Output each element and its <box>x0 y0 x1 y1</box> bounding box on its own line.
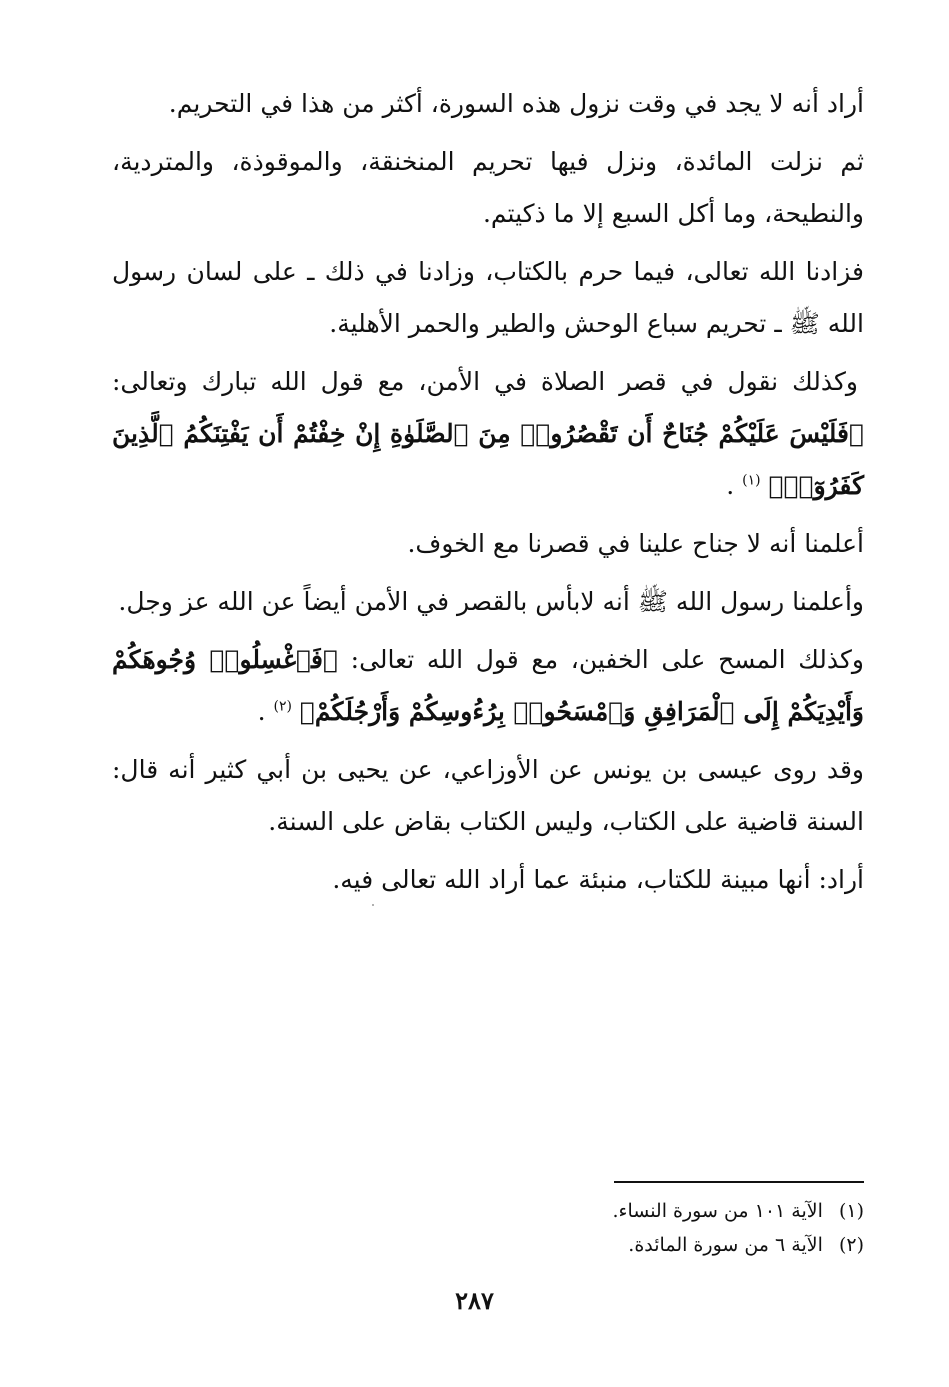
footnote-1 <box>444 1194 864 1228</box>
footnote-2 <box>444 1228 864 1262</box>
paragraph-2: ثم نزلت المائدة، ونزل فيها تحريم المنخنقة، والموقوذة، والمتردية، والنطيحة، وما أكل السبع إلا ما ذكيتم. <box>112 147 864 228</box>
paragraph-7-intro: وكذلك المسح على الخفين، مع قول الله تعالى: <box>338 645 864 674</box>
footnote-ref-2: (٢) <box>273 698 292 715</box>
quran-verse-2: ﴿فَٱغْسِلُوا۟ وُجُوهَكُمْ وَأَيْدِيَكُمْ إِلَى ٱلْمَرَافِقِ وَٱمْسَحُوا۟ بِرُءُوسِكُمْ وَأَرْجُلَكُمْ﴾ <box>112 645 864 726</box>
paragraph-8: وقد روى عيسى بن يونس عن الأوزاعي، عن يحيى بن أبي كثير أنه قال: السنة قاضية على الكتاب، وليس الكتاب بقاض على السنة. <box>112 755 864 836</box>
footnote-divider <box>614 1181 864 1183</box>
page-number: ٢٨٧ <box>455 1286 494 1315</box>
footnote-2-number: (٢) <box>838 1234 864 1256</box>
footnote-1-number: (١) <box>838 1200 864 1222</box>
footnotes <box>444 1194 864 1262</box>
paragraph-4-intro: وكذلك نقول في قصر الصلاة في الأمن، مع قول الله تبارك وتعالى: <box>112 367 858 396</box>
paragraph-4 <box>112 356 864 512</box>
page-body <box>112 78 864 912</box>
paragraph-3: فزادنا الله تعالى، فيما حرم بالكتاب، وزادنا في ذلك ـ على لسان رسول الله ﷺ ـ تحريم سباع الوحش والطير والحمر الأهلية. <box>112 257 864 338</box>
quran-verse-1: ﴿فَلَيْسَ عَلَيْكُمْ جُنَاحٌ أَن تَقْصُرُوا۟ مِنَ ٱلصَّلَوٰةِ إِنْ خِفْتُمْ أَن يَفْتِنَكُمُ ٱلَّذِينَ كَفَرُوٓا۟﴾ <box>112 419 864 500</box>
footnote-2-text: الآية ٦ من سورة المائدة. <box>628 1234 823 1256</box>
paragraph-7 <box>112 634 864 738</box>
paragraph-9: أراد: أنها مبينة للكتاب، منبئة عما أراد الله تعالى فيه. <box>332 865 864 894</box>
footnote-ref-1: (١) <box>742 472 761 489</box>
paragraph-7-end: . <box>257 697 266 726</box>
paragraph-5: أعلمنا أنه لا جناح علينا في قصرنا مع الخوف. <box>407 529 864 558</box>
paragraph-6: وأعلمنا رسول الله ﷺ أنه لابأس بالقصر في الأمن أيضاً عن الله عز وجل. <box>118 587 864 616</box>
paragraph-1: أراد أنه لا يجد في وقت نزول هذه السورة، أكثر من هذا في التحريم. <box>168 89 864 118</box>
footnote-1-text: الآية ١٠١ من سورة النساء. <box>612 1200 823 1222</box>
print-speck <box>372 904 374 906</box>
paragraph-4-end: . <box>726 471 735 500</box>
